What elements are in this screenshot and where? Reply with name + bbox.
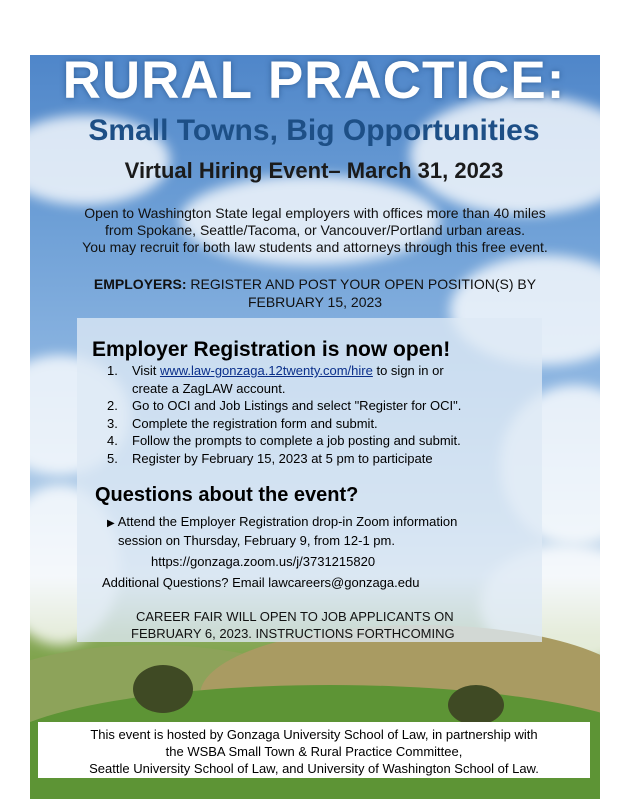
career-fair-notice bbox=[131, 608, 521, 642]
list-item bbox=[107, 362, 537, 397]
list-item bbox=[107, 432, 537, 450]
zoom-link[interactable]: https://gonzaga.zoom.us/j/3731215820 bbox=[151, 554, 376, 569]
event-date-line: Virtual Hiring Event– March 31, 2023 bbox=[124, 158, 504, 183]
employers-notice bbox=[40, 275, 590, 311]
eligibility-line: Open to Washington State legal employers with offices more than 40 miles bbox=[84, 205, 546, 221]
tree bbox=[133, 665, 193, 713]
step-number: 1. bbox=[107, 363, 118, 378]
step-text bbox=[132, 362, 444, 397]
step-text-suffix: to sign in or bbox=[372, 363, 444, 378]
contact-email-line: Additional Questions? Email lawcareers@gonzaga.edu bbox=[102, 575, 420, 590]
registration-heading: Employer Registration is now open! bbox=[92, 338, 451, 361]
triangle-right-icon: ▶ bbox=[107, 518, 115, 529]
step-number: 5. bbox=[107, 450, 118, 466]
zoom-info-line: session on Thursday, February 9, from 12-1 pm. bbox=[118, 533, 395, 548]
step-text: Follow the prompts to complete a job posting and submit. bbox=[132, 433, 461, 448]
eligibility-line: from Spokane, Seattle/Tacoma, or Vancouver/Portland urban areas. bbox=[105, 222, 525, 238]
step-number: 3. bbox=[107, 415, 118, 431]
registration-steps bbox=[107, 362, 537, 467]
questions-heading: Questions about the event? bbox=[95, 484, 359, 506]
step-text: Go to OCI and Job Listings and select "Register for OCI". bbox=[132, 398, 462, 413]
footer-line: Seattle University School of Law, and University of Washington School of Law. bbox=[89, 761, 539, 776]
tree bbox=[448, 685, 504, 725]
career-fair-line: CAREER FAIR WILL OPEN TO JOB APPLICANTS ON bbox=[136, 609, 454, 624]
eligibility-text bbox=[40, 205, 590, 256]
step-number: 4. bbox=[107, 433, 118, 448]
zoom-session-info bbox=[107, 513, 527, 549]
poster-title: RURAL PRACTICE: bbox=[62, 51, 566, 110]
employers-label: EMPLOYERS: bbox=[93, 276, 187, 292]
footer-credits bbox=[38, 722, 590, 778]
zoom-info-line: Attend the Employer Registration drop-in Zoom information bbox=[117, 514, 458, 529]
footer-line: the WSBA Small Town & Rural Practice Committee, bbox=[165, 744, 463, 759]
list-item bbox=[107, 397, 537, 415]
registration-link[interactable]: www.law-gonzaga.12twenty.com/hire bbox=[159, 363, 373, 378]
list-item bbox=[107, 450, 537, 468]
step-text-prefix: Visit bbox=[132, 363, 160, 378]
list-item bbox=[107, 415, 537, 433]
employers-deadline: FEBRUARY 15, 2023 bbox=[247, 294, 383, 310]
step-text: Complete the registration form and submit. bbox=[132, 415, 378, 431]
eligibility-line: You may recruit for both law students and attorneys through this free event. bbox=[82, 239, 548, 255]
employers-text: REGISTER AND POST YOUR OPEN POSITION(S) BY bbox=[186, 276, 537, 292]
career-fair-line: FEBRUARY 6, 2023. INSTRUCTIONS FORTHCOMING bbox=[131, 626, 455, 641]
footer-line: This event is hosted by Gonzaga University School of Law, in partnership with bbox=[90, 727, 538, 742]
poster-subtitle: Small Towns, Big Opportunities bbox=[88, 114, 540, 147]
cloud bbox=[410, 95, 600, 215]
step-text-continued: create a ZagLAW account. bbox=[132, 380, 286, 396]
step-text: Register by February 15, 2023 at 5 pm to participate bbox=[132, 450, 433, 466]
step-number: 2. bbox=[107, 398, 118, 413]
